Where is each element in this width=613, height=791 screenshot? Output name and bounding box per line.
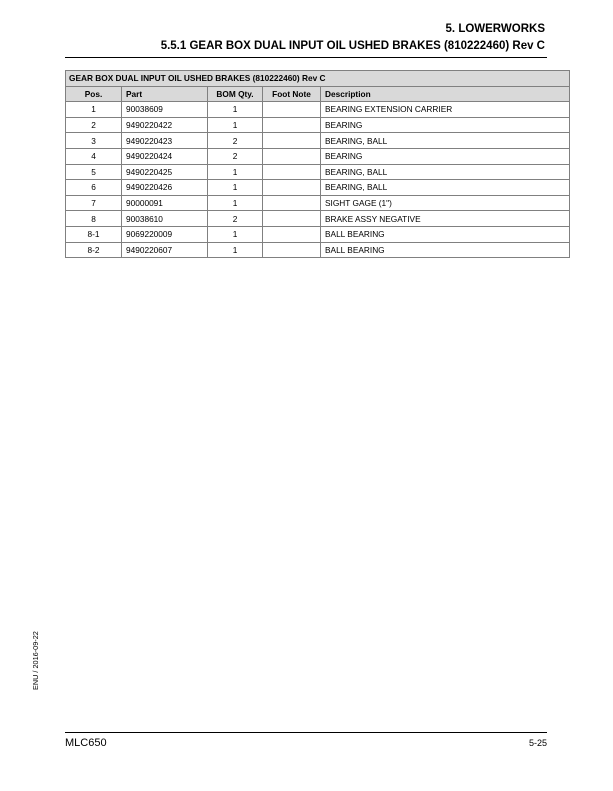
cell-part: 9490220607 (122, 242, 208, 258)
cell-part: 9490220425 (122, 164, 208, 180)
table-title: GEAR BOX DUAL INPUT OIL USHED BRAKES (810222460) Rev C (66, 71, 570, 87)
parts-table-container (65, 70, 569, 258)
cell-foot-note (263, 180, 321, 196)
cell-description: BEARING, BALL (321, 164, 570, 180)
cell-pos: 5 (66, 164, 122, 180)
column-header-foot-note: Foot Note (263, 86, 321, 102)
cell-bom-qty: 1 (208, 180, 263, 196)
cell-part: 90000091 (122, 195, 208, 211)
footer-page-number: 5-25 (528, 738, 547, 748)
cell-description: BEARING EXTENSION CARRIER (321, 102, 570, 118)
cell-foot-note (263, 148, 321, 164)
cell-part: 9069220009 (122, 226, 208, 242)
table-row (66, 180, 570, 196)
cell-bom-qty: 2 (208, 148, 263, 164)
table-row (66, 164, 570, 180)
cell-foot-note (263, 117, 321, 133)
footer-divider (65, 732, 547, 733)
cell-bom-qty: 2 (208, 211, 263, 227)
section-title: 5.5.1 GEAR BOX DUAL INPUT OIL USHED BRAKES (810222460) Rev C (160, 40, 545, 52)
cell-foot-note (263, 102, 321, 118)
cell-pos: 6 (66, 180, 122, 196)
cell-pos: 4 (66, 148, 122, 164)
footer-model: MLC650 (65, 737, 107, 749)
cell-description: BEARING, BALL (321, 133, 570, 149)
cell-pos: 8-1 (66, 226, 122, 242)
cell-pos: 1 (66, 102, 122, 118)
cell-bom-qty: 2 (208, 133, 263, 149)
cell-part: 9490220424 (122, 148, 208, 164)
cell-foot-note (263, 133, 321, 149)
cell-foot-note (263, 211, 321, 227)
cell-pos: 2 (66, 117, 122, 133)
cell-pos: 3 (66, 133, 122, 149)
cell-description: BEARING (321, 148, 570, 164)
column-header-part: Part (122, 86, 208, 102)
table-row (66, 102, 570, 118)
table-row (66, 195, 570, 211)
cell-description: BRAKE ASSY NEGATIVE (321, 211, 570, 227)
table-row (66, 226, 570, 242)
cell-bom-qty: 1 (208, 164, 263, 180)
cell-part: 90038609 (122, 102, 208, 118)
cell-pos: 7 (66, 195, 122, 211)
page-header (161, 22, 545, 53)
cell-foot-note (263, 242, 321, 258)
cell-description: BALL BEARING (321, 242, 570, 258)
column-header-pos: Pos. (66, 86, 122, 102)
cell-description: BEARING, BALL (321, 180, 570, 196)
cell-bom-qty: 1 (208, 117, 263, 133)
column-header-description: Description (321, 86, 570, 102)
column-header-bom-qty: BOM Qty. (208, 86, 263, 102)
cell-bom-qty: 1 (208, 242, 263, 258)
cell-description: BALL BEARING (321, 226, 570, 242)
header-divider (65, 57, 547, 58)
cell-bom-qty: 1 (208, 195, 263, 211)
cell-part: 9490220423 (122, 133, 208, 149)
table-row (66, 133, 570, 149)
table-row (66, 211, 570, 227)
cell-part: 90038610 (122, 211, 208, 227)
cell-pos: 8 (66, 211, 122, 227)
table-row (66, 117, 570, 133)
cell-foot-note (263, 164, 321, 180)
cell-description: BEARING (321, 117, 570, 133)
side-date-note: ENU / 2016-09-22 (31, 631, 40, 690)
table-row (66, 242, 570, 258)
cell-bom-qty: 1 (208, 226, 263, 242)
cell-part: 9490220426 (122, 180, 208, 196)
cell-bom-qty: 1 (208, 102, 263, 118)
cell-foot-note (263, 195, 321, 211)
parts-table-body (66, 102, 570, 258)
cell-pos: 8-2 (66, 242, 122, 258)
table-row (66, 148, 570, 164)
parts-table (65, 70, 570, 258)
chapter-title: 5. LOWERWORKS (445, 23, 545, 35)
cell-description: SIGHT GAGE (1") (321, 195, 570, 211)
cell-part: 9490220422 (122, 117, 208, 133)
cell-foot-note (263, 226, 321, 242)
